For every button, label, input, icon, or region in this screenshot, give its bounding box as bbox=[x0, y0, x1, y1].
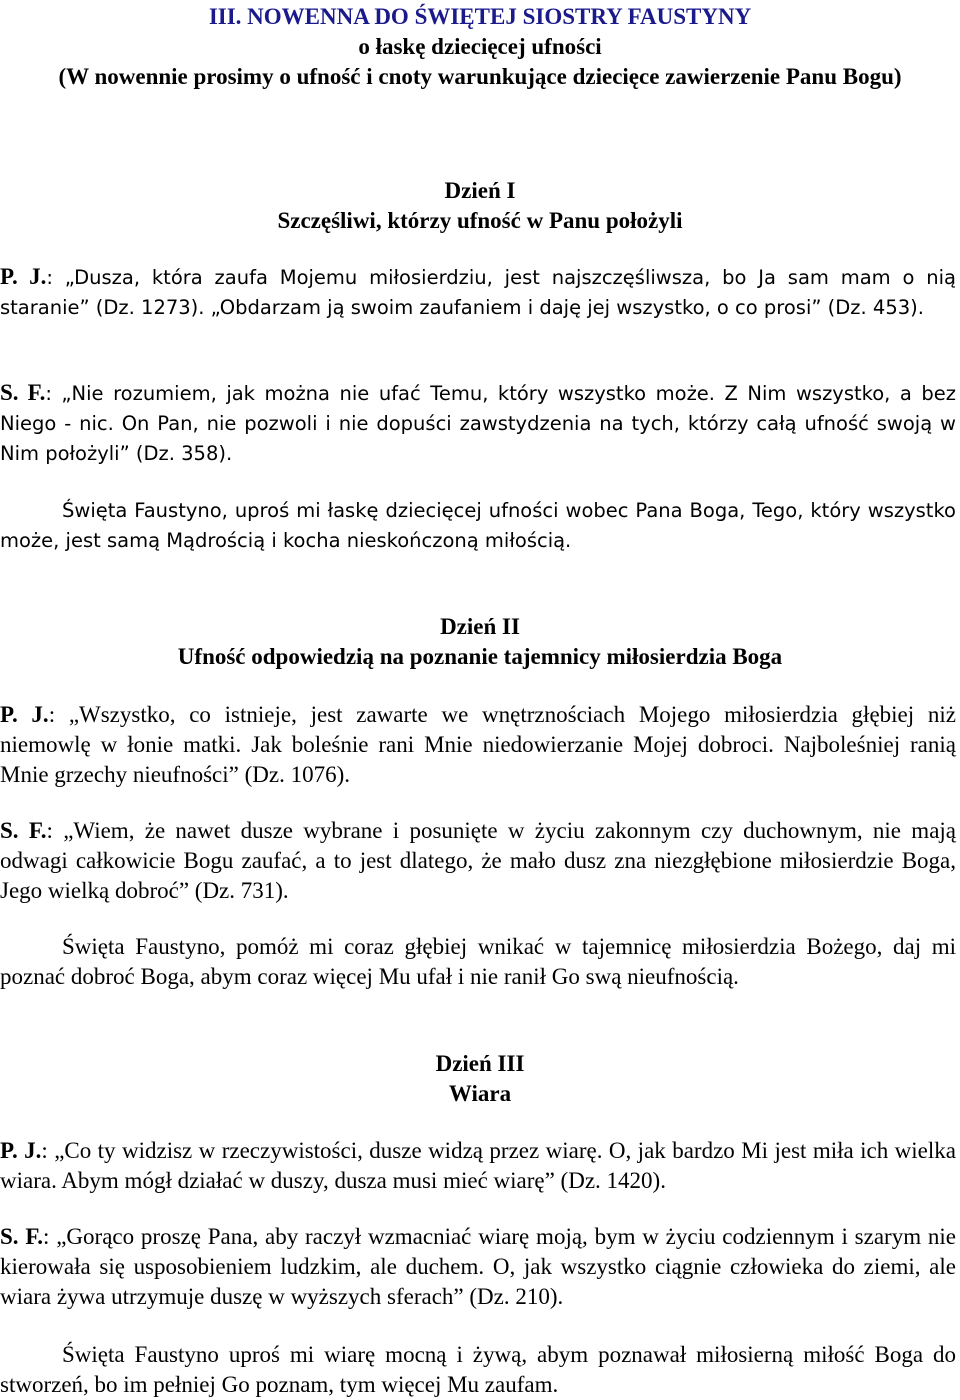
speaker-label: P. J. bbox=[0, 702, 49, 727]
day1-heading-block bbox=[0, 176, 960, 236]
day2-jesus-quote bbox=[0, 700, 956, 790]
document-subtitle: o łaskę dziecięcej ufności bbox=[358, 34, 602, 59]
document-header bbox=[0, 2, 960, 92]
document-note: (W nowennie prosimy o ufność i cnoty warunkujące dziecięce zawierzenie Panu Bogu) bbox=[58, 64, 902, 89]
day3-heading: Dzień III bbox=[435, 1051, 525, 1076]
quote-text: : „Nie rozumiem, jak można nie ufać Temu, który wszystko może. Z Nim wszystko, a bez Niego - nic. On Pan, nie pozwoli i nie dopuści zawstydzenia na tych, którzy całą ufność swoją w Nim położyli” (Dz. 358). bbox=[0, 382, 956, 465]
document-title: III. NOWENNA DO ŚWIĘTEJ SIOSTRY FAUSTYNY bbox=[208, 4, 752, 29]
day2-faustyna-quote bbox=[0, 816, 956, 906]
quote-text: : „Wszystko, co istnieje, jest zawarte we wnętrznościach Mojego miłosierdzia głębiej niż niemowlę w łonie matki. Jak boleśnie rani Mnie niedowierzanie Mojej dobroci. Najboleśniej ranią Mnie grzechy nieufności” (Dz. 1076). bbox=[0, 702, 956, 787]
day3-heading-block bbox=[0, 1049, 960, 1109]
day2-heading-block bbox=[0, 612, 960, 672]
day2-prayer: Święta Faustyno, pomóż mi coraz głębiej wnikać w tajemnicę miłosierdzia Bożego, daj mi poznać dobroć Boga, abym coraz więcej Mu ufał i nie ranił Go swą nieufnością. bbox=[0, 934, 956, 989]
speaker-label: S. F. bbox=[0, 818, 47, 843]
speaker-label: S. F. bbox=[0, 1224, 44, 1249]
day1-faustyna-quote bbox=[0, 378, 956, 469]
speaker-label: S. F. bbox=[0, 380, 46, 405]
day2-theme: Ufność odpowiedzią na poznanie tajemnicy miłosierdzia Boga bbox=[177, 644, 783, 669]
day2-heading: Dzień II bbox=[440, 614, 520, 639]
day1-prayer: Święta Faustyno, uproś mi łaskę dziecięcej ufności wobec Pana Boga, Tego, który wszystko może, jest samą Mądrością i kocha nieskończoną miłością. bbox=[0, 499, 956, 552]
quote-text: : „Dusza, która zaufa Mojemu miłosierdziu, jest najszczęśliwsza, bo Ja sam mam o nią staranie” (Dz. 1273). „Obdarzam ją swoim zaufaniem i daję jej wszystko, o co prosi” (Dz. 453). bbox=[0, 266, 956, 319]
quote-text: : „Gorąco proszę Pana, aby raczył wzmacniać wiarę moją, bym w życiu codziennym i szarym nie kierowała się usposobieniem ludzkim, ale duchem. O, jak wszystko ciągnie człowieka do ziemi, ale wiara żywa utrzymuje duszę w wyższych sferach” (Dz. 210). bbox=[0, 1224, 956, 1309]
quote-text: : „Wiem, że nawet dusze wybrane i posunięte w życiu zakonnym czy duchownym, nie mają odwagi całkowicie Bogu zaufać, a to jest dlatego, że mało dusz zna niezgłębione miłosierdzie Boga, Jego wielką dobroć” (Dz. 731). bbox=[0, 818, 957, 903]
speaker-label: P. J. bbox=[0, 264, 47, 289]
day3-prayer: Święta Faustyno uproś mi wiarę mocną i żywą, abym poznawał miłosierną miłość Boga do stworzeń, bo im pełniej Go poznam, tym więcej Mu zaufam. bbox=[0, 1342, 956, 1397]
speaker-label: P. J. bbox=[0, 1138, 42, 1163]
day3-faustyna-quote bbox=[0, 1222, 956, 1312]
day3-theme: Wiara bbox=[448, 1081, 512, 1106]
day1-heading: Dzień I bbox=[444, 178, 516, 203]
day1-jesus-quote bbox=[0, 262, 956, 323]
day3-jesus-quote bbox=[0, 1136, 956, 1196]
day1-theme: Szczęśliwi, którzy ufność w Panu położyli bbox=[277, 208, 683, 233]
quote-text: : „Co ty widzisz w rzeczywistości, dusze widzą przez wiarę. O, jak bardzo Mi jest miła ich wielka wiara. Abym mógł działać w duszy, dusza musi mieć wiarę” (Dz. 1420). bbox=[0, 1138, 956, 1193]
